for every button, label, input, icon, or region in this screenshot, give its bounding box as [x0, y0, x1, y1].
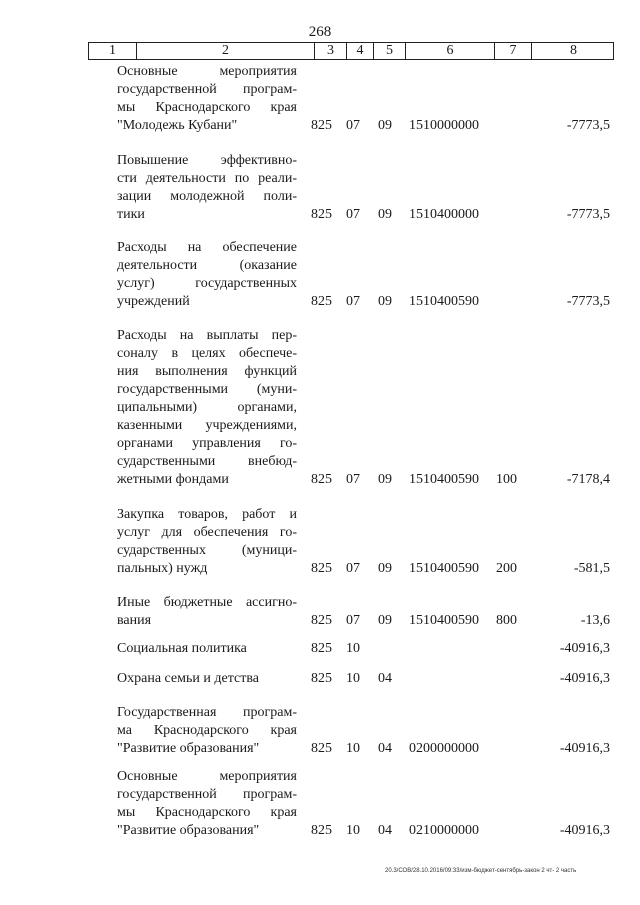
table-row: [0, 640, 640, 658]
amount-cell: -7773,5: [566, 207, 610, 222]
subsection-code-cell: 09: [378, 118, 392, 133]
target-article-code-cell: 1510400590: [409, 561, 479, 576]
target-article-code-cell: 1510000000: [409, 118, 479, 133]
description-line: Расходы на обеспечение: [117, 240, 297, 255]
row-description: [117, 239, 297, 311]
amount-cell: -40916,3: [559, 823, 610, 838]
row-description: [117, 670, 297, 688]
description-line: ципальными) органами,: [117, 400, 297, 415]
description-line: Основные мероприятия: [117, 769, 297, 784]
amount-cell: -7178,4: [566, 472, 610, 487]
description-line: пальных) нужд: [117, 561, 208, 576]
description-line: казенными учреждениями,: [117, 418, 297, 433]
target-article-code-cell: 0200000000: [409, 741, 479, 756]
section-code-cell: 10: [346, 641, 360, 656]
column-header-4: 4: [346, 43, 373, 59]
table-row: [0, 594, 640, 630]
description-line: тики: [117, 207, 145, 222]
description-line: ния выполнения функций: [117, 364, 297, 379]
target-article-code-cell: 0210000000: [409, 823, 479, 838]
expense-type-code-cell: 800: [496, 613, 517, 628]
description-line: зации молодежной поли-: [117, 189, 297, 204]
description-line: "Молодежь Кубани": [117, 118, 238, 133]
description-line: услуг для обеспечения го-: [117, 525, 297, 540]
target-article-code-cell: 1510400590: [409, 472, 479, 487]
page-number: 268: [308, 24, 332, 40]
description-line: Закупка товаров, работ и: [117, 507, 297, 522]
description-line: сти деятельности по реали-: [117, 171, 297, 186]
section-code-cell: 07: [346, 294, 360, 309]
row-description: [117, 152, 297, 224]
subsection-code-cell: 09: [378, 294, 392, 309]
column-header-5: 5: [373, 43, 405, 59]
table-row: [0, 152, 640, 224]
description-line: сударственными внебюд-: [117, 454, 297, 469]
description-line: деятельности (оказание: [117, 258, 297, 273]
row-description: [117, 640, 297, 658]
row-description: [117, 327, 297, 489]
row-description: [117, 704, 297, 758]
table-row: [0, 63, 640, 135]
description-line: Основные мероприятия: [117, 64, 297, 79]
table-column-header: [88, 42, 614, 60]
ministry-code-cell: 825: [311, 118, 332, 133]
column-header-2: 2: [136, 43, 314, 59]
table-row: [0, 704, 640, 758]
section-code-cell: 07: [346, 561, 360, 576]
section-code-cell: 10: [346, 671, 360, 686]
target-article-code-cell: 1510400590: [409, 294, 479, 309]
description-line: государственной програм-: [117, 82, 297, 97]
description-line: "Развитие образования": [117, 741, 260, 756]
subsection-code-cell: 04: [378, 741, 392, 756]
ministry-code-cell: 825: [311, 823, 332, 838]
row-description: [117, 768, 297, 840]
description-line: мы Краснодарского края: [117, 805, 297, 820]
section-code-cell: 07: [346, 207, 360, 222]
ministry-code-cell: 825: [311, 613, 332, 628]
column-header-3: 3: [314, 43, 346, 59]
ministry-code-cell: 825: [311, 472, 332, 487]
subsection-code-cell: 04: [378, 671, 392, 686]
subsection-code-cell: 09: [378, 561, 392, 576]
amount-cell: -13,6: [580, 613, 610, 628]
footer-note: 20.3/СОВ/28.10.2016/09:33/изм-бюджет-сентябрь-закон 2 чт- 2 часть: [385, 868, 577, 874]
section-code-cell: 07: [346, 613, 360, 628]
description-line: Иные бюджетные ассигно-: [117, 595, 297, 610]
description-line: мы Краснодарского края: [117, 100, 297, 115]
section-code-cell: 07: [346, 472, 360, 487]
description-line: Охрана семьи и детства: [117, 671, 259, 686]
table-row: [0, 670, 640, 688]
target-article-code-cell: 1510400000: [409, 207, 479, 222]
subsection-code-cell: 09: [378, 472, 392, 487]
section-code-cell: 07: [346, 118, 360, 133]
description-line: вания: [117, 613, 152, 628]
amount-cell: -40916,3: [559, 641, 610, 656]
expense-type-code-cell: 100: [496, 472, 517, 487]
description-line: "Развитие образования": [117, 823, 260, 838]
subsection-code-cell: 09: [378, 613, 392, 628]
row-description: [117, 506, 297, 578]
amount-cell: -581,5: [573, 561, 610, 576]
description-line: государственными (муни-: [117, 382, 297, 397]
ministry-code-cell: 825: [311, 671, 332, 686]
amount-cell: -7773,5: [566, 294, 610, 309]
description-line: Социальная политика: [117, 641, 247, 656]
column-header-7: 7: [494, 43, 531, 59]
description-line: соналу в целях обеспече-: [117, 346, 297, 361]
description-line: ма Краснодарского края: [117, 723, 297, 738]
description-line: сударственных (муници-: [117, 543, 297, 558]
column-header-6: 6: [405, 43, 494, 59]
description-line: учреждений: [117, 294, 190, 309]
target-article-code-cell: 1510400590: [409, 613, 479, 628]
ministry-code-cell: 825: [311, 641, 332, 656]
amount-cell: -40916,3: [559, 671, 610, 686]
table-row: [0, 239, 640, 311]
ministry-code-cell: 825: [311, 561, 332, 576]
description-line: органами управления го-: [117, 436, 297, 451]
table-row: [0, 506, 640, 578]
description-line: услуг) государственных: [117, 276, 297, 291]
table-row: [0, 768, 640, 840]
column-header-1: 1: [109, 43, 116, 58]
ministry-code-cell: 825: [311, 207, 332, 222]
subsection-code-cell: 04: [378, 823, 392, 838]
expense-type-code-cell: 200: [496, 561, 517, 576]
description-line: жетными фондами: [117, 472, 229, 487]
table-row: [0, 327, 640, 489]
row-description: [117, 63, 297, 135]
ministry-code-cell: 825: [311, 741, 332, 756]
ministry-code-cell: 825: [311, 294, 332, 309]
description-line: Государственная програм-: [117, 705, 297, 720]
amount-cell: -40916,3: [559, 741, 610, 756]
amount-cell: -7773,5: [566, 118, 610, 133]
description-line: Повышение эффективно-: [117, 153, 297, 168]
section-code-cell: 10: [346, 741, 360, 756]
column-header-8: 8: [531, 43, 615, 59]
description-line: Расходы на выплаты пер-: [117, 328, 297, 343]
section-code-cell: 10: [346, 823, 360, 838]
subsection-code-cell: 09: [378, 207, 392, 222]
row-description: [117, 594, 297, 630]
description-line: государственной програм-: [117, 787, 297, 802]
